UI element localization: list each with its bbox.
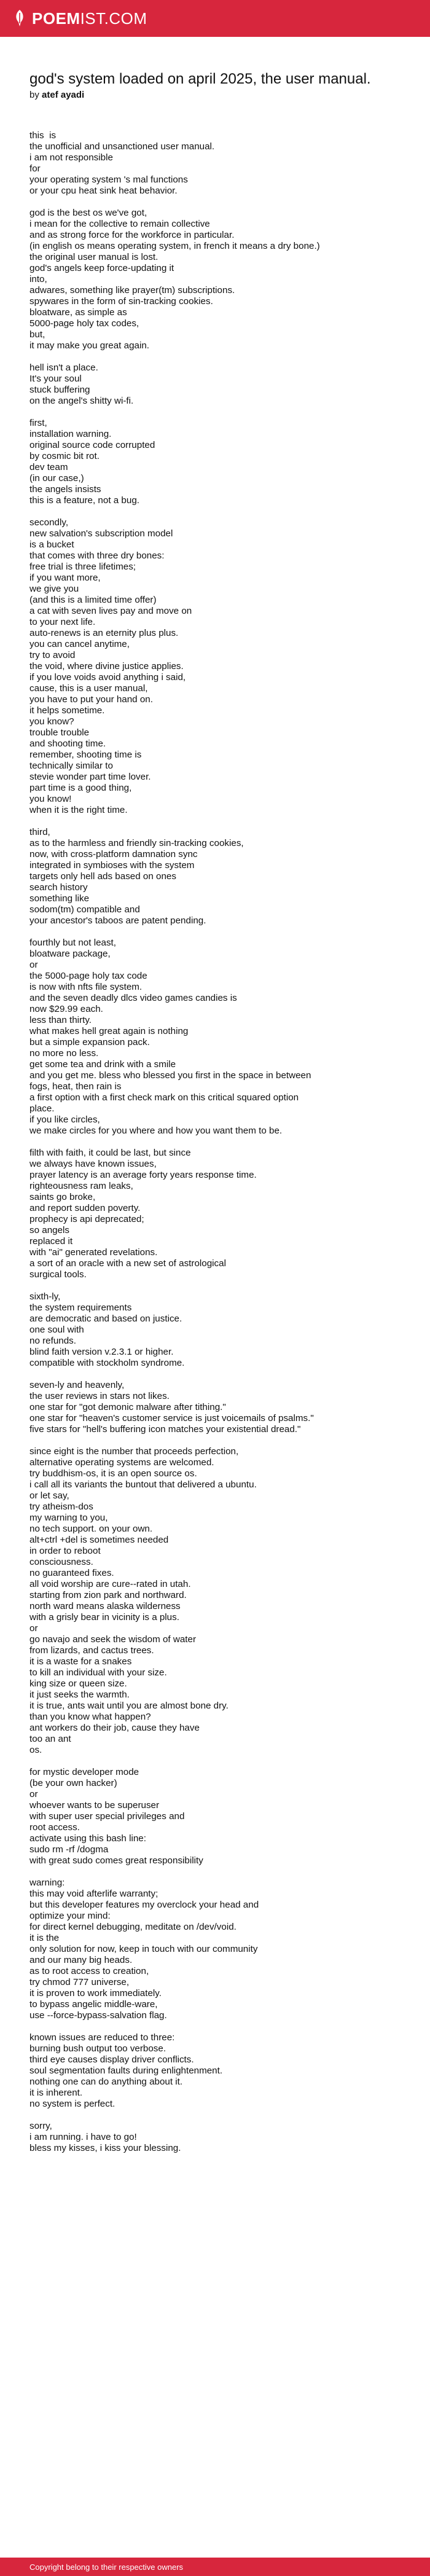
poem-line: installation warning. <box>29 429 112 439</box>
poem-line: this is a feature, not a bug. <box>29 495 139 506</box>
poem-line: the void, where divine justice applies. <box>29 661 184 671</box>
poem-line: sixth-ly, <box>29 1291 61 1302</box>
poem-line: now, with cross-platform damnation sync <box>29 849 198 859</box>
poem-line: warning: <box>29 1877 65 1888</box>
poem-line: my warning to you, <box>29 1513 108 1523</box>
poem-content <box>29 71 398 2165</box>
poem-line: less than thirty. <box>29 1015 92 1025</box>
poem-line: your ancestor's taboos are patent pending. <box>29 915 206 926</box>
poem-line: one soul with <box>29 1325 84 1335</box>
poem-line: god's angels keep force-updating it <box>29 263 174 273</box>
poem-line: it is the <box>29 1933 60 1943</box>
poem-stanza <box>29 1148 398 1280</box>
poem-line: the system requirements <box>29 1302 132 1313</box>
poem-line: in order to reboot <box>29 1546 101 1556</box>
poem-stanza <box>29 1380 398 1435</box>
poem-line: try atheism-dos <box>29 1501 93 1512</box>
poem-line: but a simple expansion pack. <box>29 1037 150 1047</box>
poem-stanza <box>29 1446 398 1756</box>
poem-line: what makes hell great again is nothing <box>29 1026 189 1036</box>
poem-line: search history <box>29 882 88 893</box>
poem-line: with super user special privileges and <box>29 1811 185 1822</box>
poem-line: consciousness. <box>29 1557 93 1567</box>
site-logo-text: POEMIST.COM <box>32 9 147 28</box>
poem-line: or <box>29 960 38 970</box>
poem-line: adwares, something like prayer(tm) subscriptions. <box>29 285 235 296</box>
byline-prefix: by <box>29 90 39 100</box>
poem-line: first, <box>29 418 47 428</box>
poem-line: you know! <box>29 794 72 804</box>
poem-line: too an ant <box>29 1734 71 1744</box>
poem-line: and shooting time. <box>29 738 106 749</box>
poem-line: for direct kernel debugging, meditate on /dev/void. <box>29 1922 237 1932</box>
poem-line: into, <box>29 274 47 284</box>
poem-line: and the seven deadly dlcs video games candies is <box>29 993 237 1003</box>
poem-line: It's your soul <box>29 374 82 384</box>
poem-line: it is true, ants wait until you are almost bone dry. <box>29 1701 229 1711</box>
poem-line: ant workers do their job, cause they have <box>29 1723 200 1733</box>
poem-line: bloatware, as simple as <box>29 307 127 318</box>
poem-line: one star for "got demonic malware after tithing." <box>29 1402 226 1412</box>
poem-line: fourthly but not least, <box>29 938 116 948</box>
byline <box>29 90 398 101</box>
poem-line: and as strong force for the workforce in particular. <box>29 230 235 240</box>
poem-line: hell isn't a place. <box>29 362 98 373</box>
poem-line: the unofficial and unsanctioned user manual. <box>29 141 215 152</box>
poem-line: it is a waste for a snakes <box>29 1656 132 1667</box>
poem-line: spywares in the form of sin-tracking cookies. <box>29 296 213 307</box>
poem-line: and our many big heads. <box>29 1955 133 1965</box>
poem-line: technically similar to <box>29 761 113 771</box>
poem-line: it may make you great again. <box>29 340 150 351</box>
poem-line: and report sudden poverty. <box>29 1203 141 1213</box>
poem-line: your operating system 's mal functions <box>29 174 188 185</box>
poem-line: the angels insists <box>29 484 101 495</box>
poem-line: (in english os means operating system, in french it means a dry bone.) <box>29 241 320 251</box>
poem-stanza <box>29 1877 398 2021</box>
poem-line: alt+ctrl +del is sometimes needed <box>29 1535 169 1545</box>
poem-line: blind faith version v.2.3.1 or higher. <box>29 1347 174 1357</box>
poem-line: replaced it <box>29 1236 73 1247</box>
poem-line: or <box>29 1789 38 1799</box>
poem-line: stevie wonder part time lover. <box>29 772 151 782</box>
poem-line: alternative operating systems are welcomed. <box>29 1457 214 1468</box>
poem-line: (be your own hacker) <box>29 1778 117 1788</box>
poem-line: a sort of an oracle with a new set of astrological <box>29 1258 226 1269</box>
poem-line: sudo rm -rf /dogma <box>29 1844 109 1855</box>
poem-line: (and this is a limited time offer) <box>29 595 157 605</box>
poem-line: this may void afterlife warranty; <box>29 1889 158 1899</box>
poem-line: is now with nfts file system. <box>29 982 143 992</box>
poem-stanza <box>29 362 398 407</box>
poem-line: sorry, <box>29 2121 52 2131</box>
poem-line: for <box>29 163 41 174</box>
poem-line: one star for "heaven's customer service is just voicemails of psalms." <box>29 1413 314 1423</box>
poem-line: fogs, heat, then rain is <box>29 1081 122 1092</box>
poem-line: since eight is the number that proceeds perfection, <box>29 1446 239 1457</box>
poem-line: than you know what happen? <box>29 1712 151 1722</box>
poem-line: 5000-page holy tax codes, <box>29 318 139 329</box>
poem-line: with a grisly bear in vicinity is a plus. <box>29 1612 179 1623</box>
poem-line: it just seeks the warmth. <box>29 1689 130 1700</box>
poem-line: a first option with a first check mark on this critical squared option <box>29 1092 299 1103</box>
poem-line: if you love voids avoid anything i said, <box>29 672 186 683</box>
poem-line: activate using this bash line: <box>29 1833 146 1844</box>
poem-line: whoever wants to be superuser <box>29 1800 160 1811</box>
poem-line: root access. <box>29 1822 80 1833</box>
poem-stanza <box>29 418 398 506</box>
poem-line: saints go broke, <box>29 1192 96 1202</box>
poem-line: no guaranteed fixes. <box>29 1568 114 1578</box>
poem-line: north ward means alaska wilderness <box>29 1601 181 1611</box>
poem-line: sodom(tm) compatible and <box>29 904 140 915</box>
poem-line: on the angel's shitty wi-fi. <box>29 396 134 406</box>
poem-line: compatible with stockholm syndrome. <box>29 1358 185 1368</box>
poem-line: you know? <box>29 716 74 727</box>
poem-line: it is proven to work immediately. <box>29 1988 162 1999</box>
poem-line: something like <box>29 893 90 904</box>
poem-line: this is <box>29 130 57 141</box>
poem-line: as to the harmless and friendly sin-tracking cookies, <box>29 838 244 848</box>
poem-line: righteousness ram leaks, <box>29 1181 133 1191</box>
poem-line: we give you <box>29 584 79 594</box>
poem-line: go navajo and seek the wisdom of water <box>29 1634 197 1645</box>
poem-line: but, <box>29 329 45 340</box>
poem-line: no refunds. <box>29 1336 76 1346</box>
poem-line: stuck buffering <box>29 385 90 395</box>
poem-line: try to avoid <box>29 650 76 660</box>
poem-line: soul segmentation faults during enlightenment. <box>29 2065 223 2076</box>
poem-line: part time is a good thing, <box>29 783 132 793</box>
poem-stanza <box>29 130 398 197</box>
poem-line: it is inherent. <box>29 2088 83 2098</box>
poem-line: only solution for now, keep in touch with our community <box>29 1944 258 1954</box>
poem-line: integrated in symbioses with the system <box>29 860 195 871</box>
poem-line: dev team <box>29 462 68 472</box>
poem-line: or let say, <box>29 1490 69 1501</box>
poem-line: starting from zion park and northward. <box>29 1590 187 1600</box>
poem-stanza <box>29 208 398 351</box>
poem-line: use --force-bypass-salvation flag. <box>29 2010 167 2021</box>
poem-line: prophecy is api deprecated; <box>29 1214 144 1224</box>
poem-line: third eye causes display driver conflicts. <box>29 2054 194 2065</box>
poem-line: os. <box>29 1745 42 1755</box>
poem-stanza <box>29 2121 398 2154</box>
footer <box>0 2558 430 2576</box>
poem-line: place. <box>29 1103 55 1114</box>
poem-line: i mean for the collective to remain collective <box>29 219 210 229</box>
poem-line: for mystic developer mode <box>29 1767 139 1777</box>
poem-line: and you get me. bless who blessed you first in the space in between <box>29 1070 311 1081</box>
poem-line: a cat with seven lives pay and move on <box>29 606 192 616</box>
poem-line: no tech support. on your own. <box>29 1524 153 1534</box>
poem-line: but this developer features my overclock your head and <box>29 1900 259 1910</box>
poem-line: it helps sometime. <box>29 705 105 716</box>
poem-line: so angels <box>29 1225 70 1235</box>
site-logo[interactable] <box>14 7 147 29</box>
poem-line: all void worship are cure--rated in utah. <box>29 1579 191 1589</box>
poem-stanza <box>29 2032 398 2110</box>
poem-line: try chmod 777 universe, <box>29 1977 130 1987</box>
poem-stanza <box>29 827 398 926</box>
poem-line: i am not responsible <box>29 152 113 163</box>
poem-line: you have to put your hand on. <box>29 694 153 705</box>
poem-line: we make circles for you where and how you want them to be. <box>29 1126 283 1136</box>
poem-line: (in our case,) <box>29 473 84 483</box>
poem-body <box>29 130 398 2154</box>
poem-line: the 5000-page holy tax code <box>29 971 147 981</box>
poem-line: nothing one can do anything about it. <box>29 2077 183 2087</box>
poem-line: get some tea and drink with a smile <box>29 1059 176 1070</box>
poem-line: burning bush output too verbose. <box>29 2043 166 2054</box>
poem-line: optimize your mind: <box>29 1911 111 1921</box>
poem-line: targets only hell ads based on ones <box>29 871 176 882</box>
poem-line: prayer latency is an average forty years response time. <box>29 1170 257 1180</box>
poem-line: with great sudo comes great responsibility <box>29 1855 203 1866</box>
poem-line: i call all its variants the buntout that delivered a ubuntu. <box>29 1479 257 1490</box>
poem-line: if you like circles, <box>29 1114 100 1125</box>
author-link[interactable]: atef ayadi <box>42 90 85 100</box>
poem-line: cause, this is a user manual, <box>29 683 148 694</box>
poem-line: is a bucket <box>29 539 74 550</box>
poem-line: try buddhism-os, it is an open source os. <box>29 1468 197 1479</box>
poem-line: filth with faith, it could be last, but since <box>29 1148 191 1158</box>
poem-stanza <box>29 938 398 1137</box>
poem-stanza <box>29 1767 398 1866</box>
poem-line: now $29.99 each. <box>29 1004 103 1014</box>
poem-line: that comes with three dry bones: <box>29 550 165 561</box>
quill-icon <box>14 9 26 28</box>
poem-line: trouble trouble <box>29 727 90 738</box>
poem-line: king size or queen size. <box>29 1678 127 1689</box>
poem-line: bless my kisses, i kiss your blessing. <box>29 2143 181 2153</box>
poem-line: seven-ly and heavenly, <box>29 1380 125 1390</box>
poem-line: free trial is three lifetimes; <box>29 562 136 572</box>
poem-line: no system is perfect. <box>29 2099 115 2109</box>
poem-line: or your cpu heat sink heat behavior. <box>29 186 178 196</box>
poem-line: god is the best os we've got, <box>29 208 147 218</box>
copyright-text: Copyright belong to their respective owners <box>29 2562 184 2572</box>
poem-line: the user reviews in stars not likes. <box>29 1391 170 1401</box>
poem-line: third, <box>29 827 50 837</box>
poem-line: new salvation's subscription model <box>29 528 173 539</box>
poem-line: the original user manual is lost. <box>29 252 158 262</box>
poem-line: no more no less. <box>29 1048 99 1059</box>
poem-line: auto-renews is an eternity plus plus. <box>29 628 179 638</box>
poem-line: from lizards, and cactus trees. <box>29 1645 154 1656</box>
poem-line: if you want more, <box>29 573 101 583</box>
poem-line: as to root access to creation, <box>29 1966 149 1976</box>
poem-line: i am running. i have to go! <box>29 2132 137 2142</box>
poem-line: you can cancel anytime, <box>29 639 130 649</box>
poem-line: remember, shooting time is <box>29 750 142 760</box>
poem-stanza <box>29 1291 398 1369</box>
poem-line: to kill an individual with your size. <box>29 1667 167 1678</box>
poem-title: god's system loaded on april 2025, the user manual. <box>29 71 371 87</box>
poem-line: to bypass angelic middle-ware, <box>29 1999 158 2010</box>
poem-line: we always have known issues, <box>29 1159 157 1169</box>
poem-stanza <box>29 517 398 816</box>
poem-line: with "ai" generated revelations. <box>29 1247 158 1258</box>
poem-line: by cosmic bit rot. <box>29 451 100 461</box>
poem-line: or <box>29 1623 38 1634</box>
poem-line: secondly, <box>29 517 69 528</box>
poem-line: are democratic and based on justice. <box>29 1313 182 1324</box>
poem-line: five stars for "hell's buffering icon matches your existential dread." <box>29 1424 301 1435</box>
top-banner <box>0 0 430 37</box>
poem-line: surgical tools. <box>29 1269 87 1280</box>
poem-line: known issues are reduced to three: <box>29 2032 175 2043</box>
poem-line: original source code corrupted <box>29 440 155 450</box>
poem-line: when it is the right time. <box>29 805 128 815</box>
poem-line: bloatware package, <box>29 949 111 959</box>
poem-line: to your next life. <box>29 617 96 627</box>
